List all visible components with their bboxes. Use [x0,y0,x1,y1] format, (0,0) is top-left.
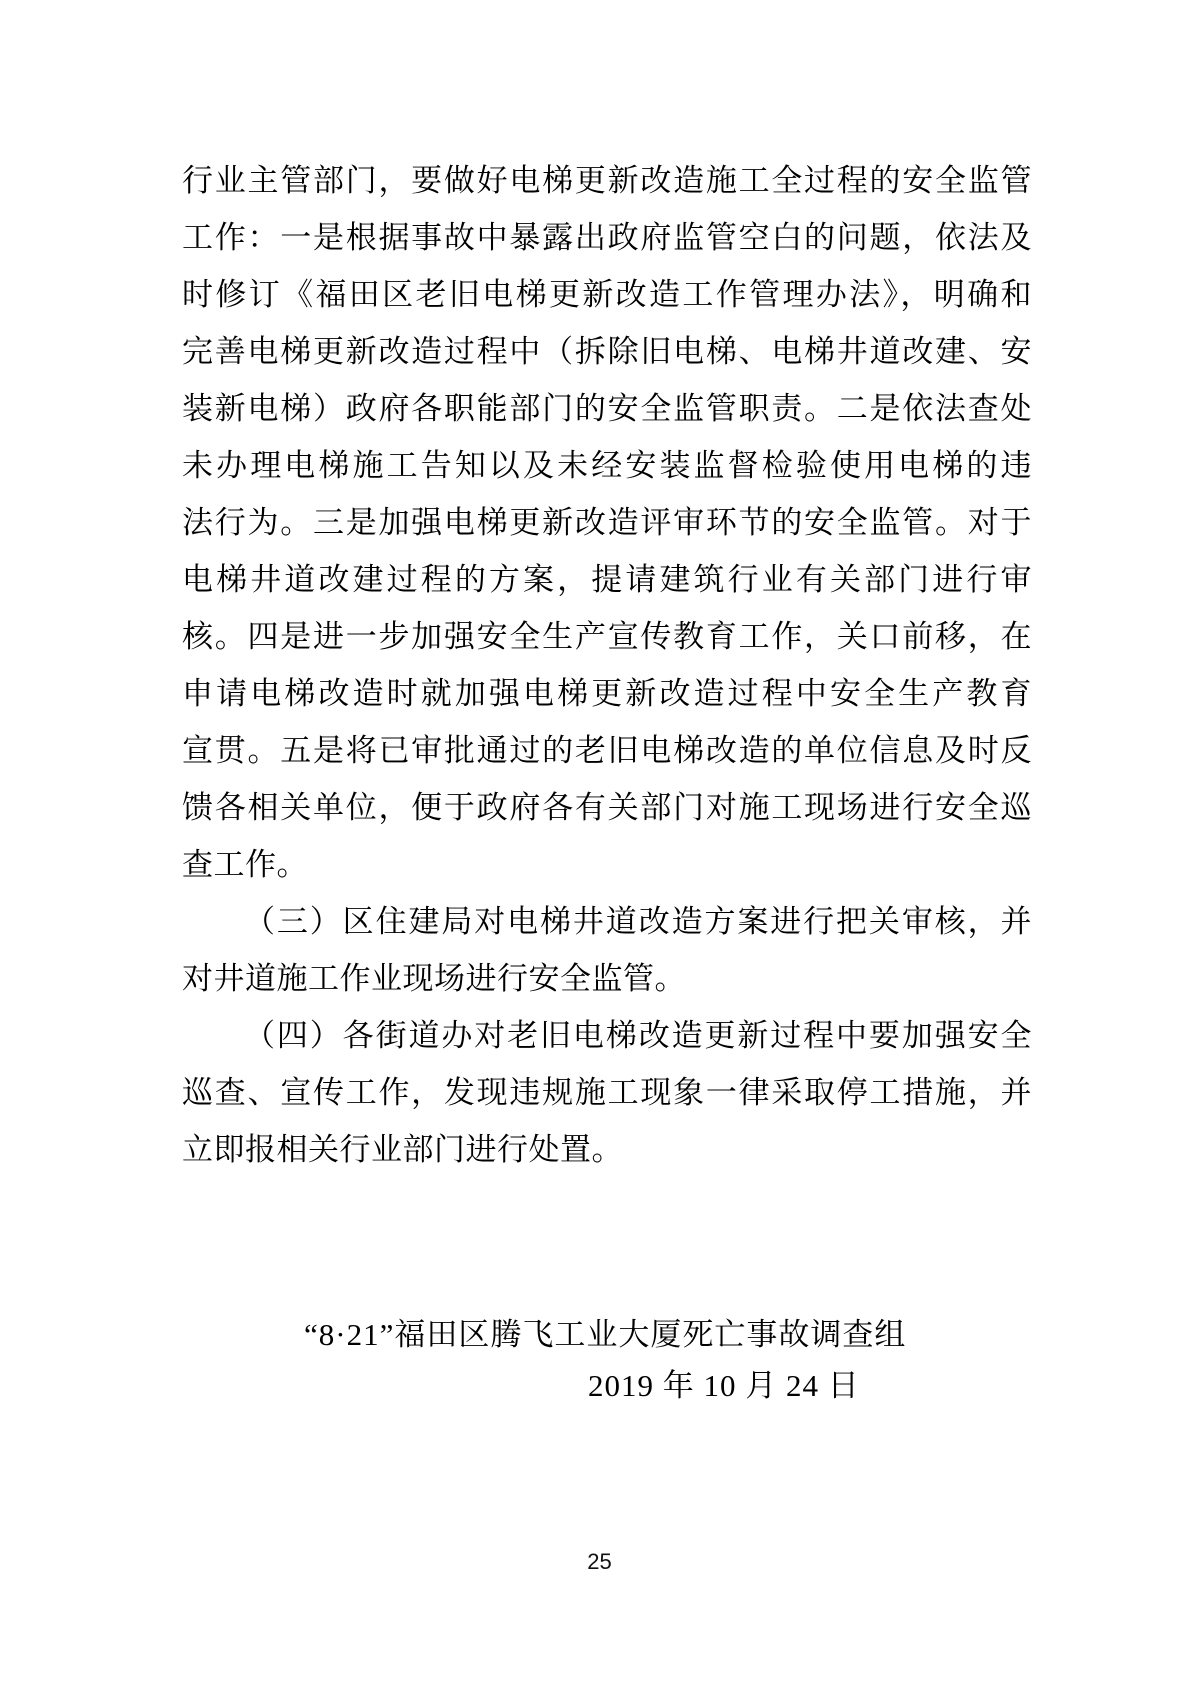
text-line: 行业主管部门，要做好电梯更新改造施工全过程的安全监管 [182,163,1032,198]
text-line: 核。四是进一步加强安全生产宣传教育工作，关口前移，在 [182,619,1032,654]
text-line: 电梯井道改建过程的方案，提请建筑行业有关部门进行审 [182,562,1032,597]
text-line: 装新电梯）政府各职能部门的安全监管职责。二是依法查处 [182,391,1032,426]
paragraph [182,893,1032,1007]
signature-line: “8·21”福田区腾飞工业大厦死亡事故调查组 [304,1317,907,1352]
text-line: 时修订《福田区老旧电梯更新改造工作管理办法》，明确和 [182,277,1032,312]
date-line: 2019 年 10 月 24 日 [588,1368,860,1403]
text-line: （三）区住建局对电梯井道改造方案进行把关审核，并 [244,904,1032,939]
text-line: 对井道施工作业现场进行安全监管。 [182,961,686,996]
text-line: 查工作。 [182,847,308,882]
text-line: 立即报相关行业部门进行处置。 [182,1132,623,1167]
text-line: 完善电梯更新改造过程中（拆除旧电梯、电梯井道改建、安 [182,334,1032,369]
text-line: 未办理电梯施工告知以及未经安装监督检验使用电梯的违 [182,448,1032,483]
text-line: 馈各相关单位，便于政府各有关部门对施工现场进行安全巡 [182,790,1032,825]
document-body [182,152,1032,1178]
paragraph [182,1007,1032,1178]
page-number: 25 [587,1549,612,1574]
text-line: 法行为。三是加强电梯更新改造评审环节的安全监管。对于 [182,505,1032,540]
text-line: 工作：一是根据事故中暴露出政府监管空白的问题，依法及 [182,220,1032,255]
text-line: 宣贯。五是将已审批通过的老旧电梯改造的单位信息及时反 [182,733,1032,768]
paragraph [182,152,1032,893]
text-line: 申请电梯改造时就加强电梯更新改造过程中安全生产教育 [182,676,1032,711]
text-line: （四）各街道办对老旧电梯改造更新过程中要加强安全 [244,1018,1032,1053]
text-line: 巡查、宣传工作，发现违规施工现象一律采取停工措施，并 [182,1075,1032,1110]
